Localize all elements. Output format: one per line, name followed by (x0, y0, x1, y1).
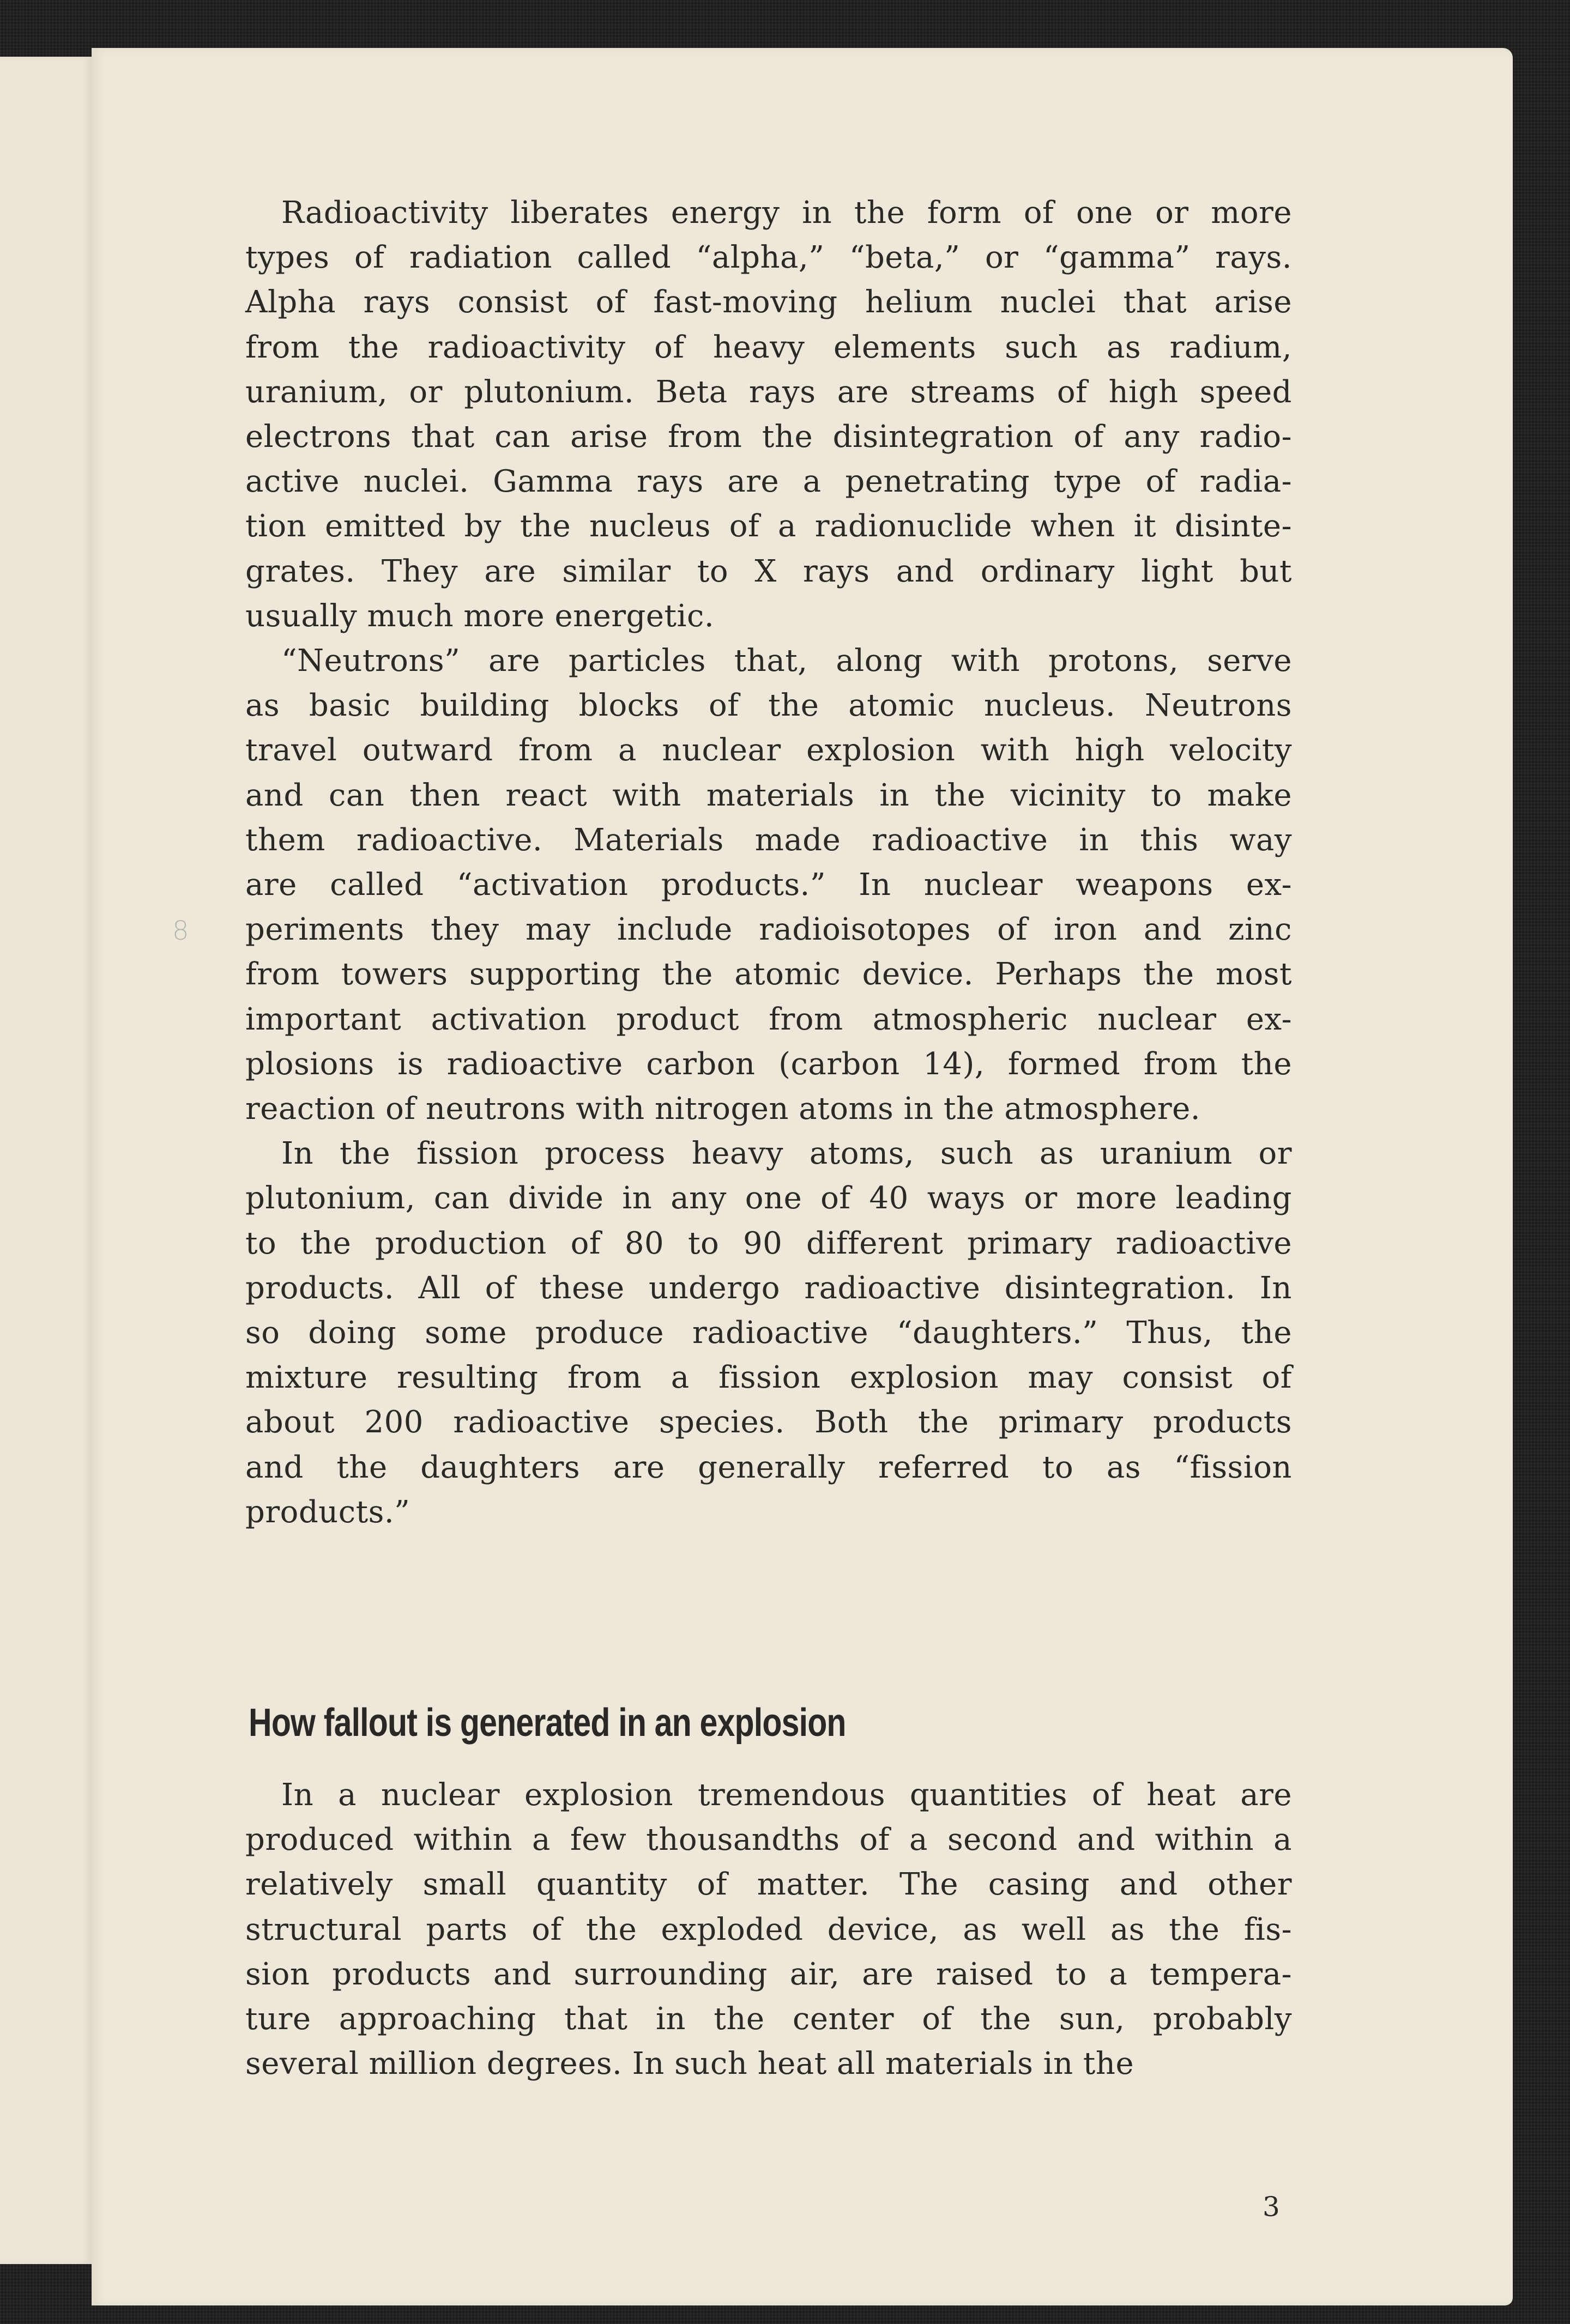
text-line: plutonium, can divide in any one of 40 ways or more leading (245, 1181, 1292, 1217)
text-line: tion emitted by the nucleus of a radionuclide when it disinte- (245, 509, 1292, 544)
paragraph-neutrons (245, 639, 1292, 1131)
text-line: periments they may include radioisotopes of iron and zinc (245, 912, 1292, 948)
text-line: and can then react with materials in the vicinity to make (245, 777, 1292, 813)
section-2-body (245, 1773, 1292, 2086)
paragraph-nuclear-explosion-heat (245, 1773, 1292, 2086)
text-line: uranium, or plutonium. Beta rays are streams of high speed (245, 374, 1292, 410)
text-line: important activation product from atmospheric nuclear ex- (245, 1001, 1292, 1037)
text-line: usually much more energetic. (245, 598, 715, 634)
text-line: plosions is radioactive carbon (carbon 14), formed from the (245, 1046, 1292, 1082)
text-line: about 200 radioactive species. Both the primary products (245, 1405, 1292, 1441)
text-line: so doing some produce radioactive “daughters.” Thus, the (245, 1315, 1292, 1351)
facing-page-edge (0, 57, 92, 2264)
text-line: “Neutrons” are particles that, along with protons, serve (281, 643, 1292, 679)
text-line: mixture resulting from a fission explosion may consist of (245, 1360, 1292, 1396)
text-line: structural parts of the exploded device, as well as the fis- (245, 1911, 1292, 1947)
page-number: 3 (1263, 2191, 1280, 2223)
text-line: from the radioactivity of heavy elements such as radium, (245, 329, 1292, 365)
text-line: active nuclei. Gamma rays are a penetrating type of radia- (245, 464, 1292, 500)
text-line: reaction of neutrons with nitrogen atoms in the atmosphere. (245, 1091, 1201, 1127)
text-line: products. All of these undergo radioactive disintegration. In (245, 1270, 1292, 1306)
text-line: from towers supporting the atomic device. Perhaps the most (245, 957, 1292, 992)
pencil-margin-mark: 8 (172, 916, 189, 946)
paragraph-fission-process (245, 1131, 1292, 1535)
text-line: are called “activation products.” In nuclear weapons ex- (245, 867, 1292, 903)
text-line: ture approaching that in the center of the sun, probably (245, 2001, 1292, 2037)
section-heading: How fallout is generated in an explosion (249, 1700, 846, 1745)
text-line: as basic building blocks of the atomic nucleus. Neutrons (245, 688, 1292, 724)
text-line: several million degrees. In such heat all materials in the (245, 2046, 1134, 2082)
text-line: travel outward from a nuclear explosion with high velocity (245, 733, 1292, 768)
text-line: produced within a few thousandths of a second and within a (245, 1822, 1292, 1858)
text-line: Radioactivity liberates energy in the form of one or more (281, 195, 1292, 231)
text-line: sion products and surrounding air, are raised to a tempera- (245, 1956, 1292, 1992)
paragraph-radiation-types (245, 191, 1292, 639)
text-line: products.” (245, 1494, 410, 1530)
text-line: electrons that can arise from the disintegration of any radio- (245, 419, 1292, 455)
text-line: relatively small quantity of matter. The casing and other (245, 1867, 1292, 1903)
text-line: to the production of 80 to 90 different primary radioactive (245, 1225, 1292, 1261)
book-page (92, 48, 1513, 2305)
text-line: types of radiation called “alpha,” “beta,” or “gamma” rays. (245, 240, 1292, 276)
text-line: grates. They are similar to X rays and ordinary light but (245, 553, 1292, 589)
text-line: In the fission process heavy atoms, such as uranium or (281, 1136, 1292, 1172)
text-line: and the daughters are generally referred to as “fission (245, 1449, 1292, 1485)
text-line: In a nuclear explosion tremendous quantities of heat are (281, 1777, 1292, 1813)
section-1-body (245, 191, 1292, 1535)
text-line: Alpha rays consist of fast-moving helium nuclei that arise (245, 285, 1292, 320)
text-line: them radioactive. Materials made radioactive in this way (245, 822, 1292, 858)
